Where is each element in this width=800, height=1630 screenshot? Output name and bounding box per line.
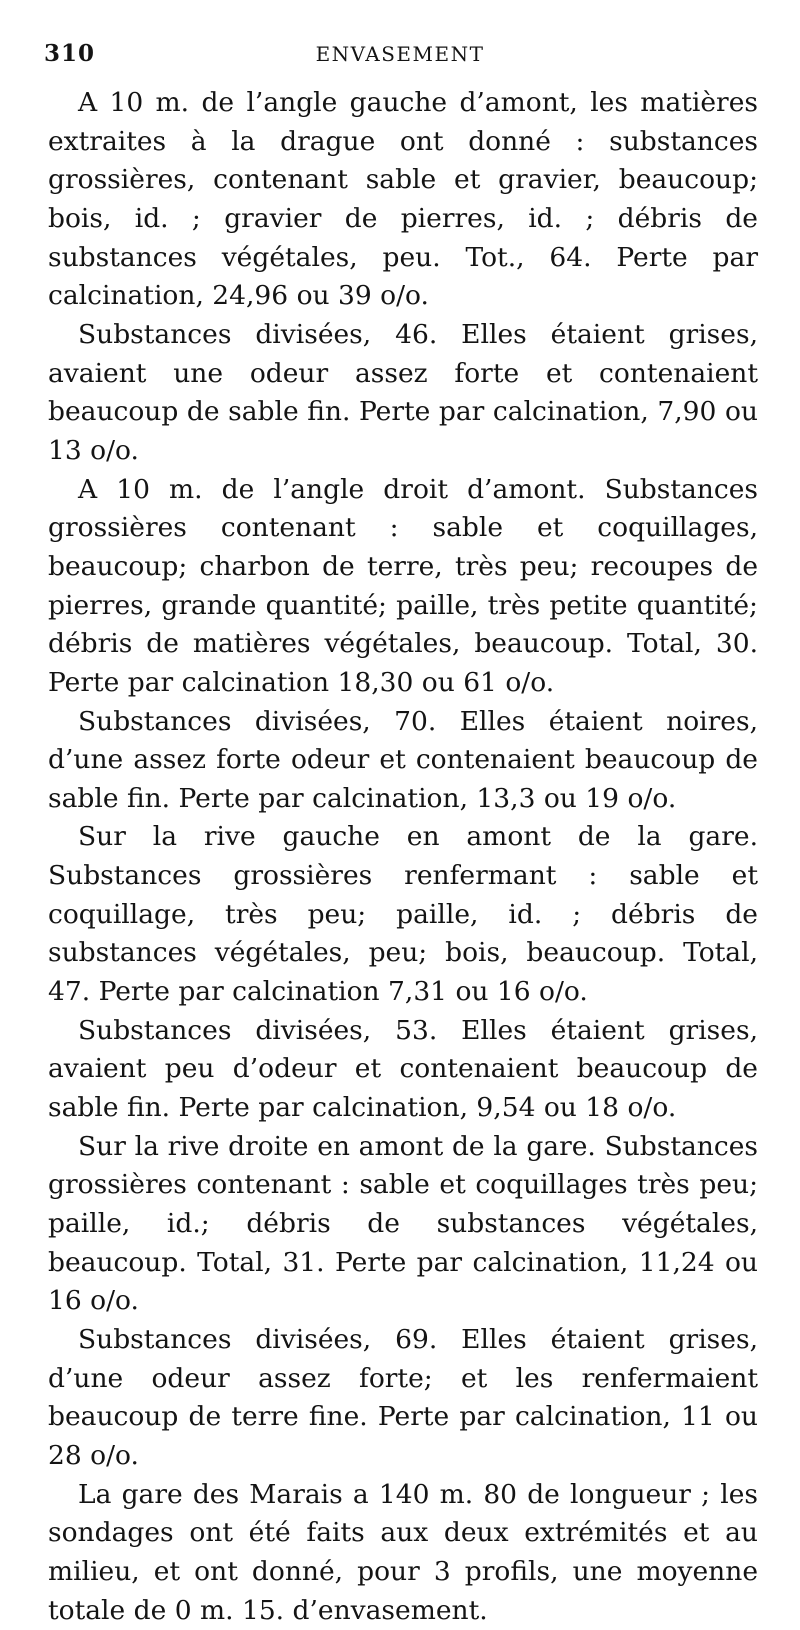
page-number: 310 <box>44 40 96 67</box>
paragraph-6: Substances divisées, 53. Elles étaient grises, avaient peu d’odeur et contenaient beaucoup de sable fin. Perte par calcination, 9,54 ou 18 o/o. <box>48 1014 758 1124</box>
paragraph-2: Substances divisées, 46. Elles étaient grises, avaient une odeur assez forte et contenaient beaucoup de sable fin. Perte par calcination, 7,90 ou 13 o/o. <box>48 318 758 466</box>
running-head <box>44 40 756 76</box>
paragraph-1: A 10 m. de l’angle gauche d’amont, les matières extraites à la drague ont donné : substances grossières, contenant sable et gravier, beaucoup; bois, id. ; gravier de pierres, id. ; débris de substances végétales, peu. Tot., 64. Perte par calcination, 24,96 ou 39 o/o. <box>48 87 758 312</box>
paragraph-9: La gare des Marais a 140 m. 80 de longueur ; les sondages ont été faits aux deux extrémités et au milieu, et ont donné, pour 3 profils, une moyenne totale de 0 m. 15. d’envasement. <box>48 1478 758 1626</box>
paragraph-4: Substances divisées, 70. Elles étaient noires, d’une assez forte odeur et contenaient beaucoup de sable fin. Perte par calcination, 13,3 ou 19 o/o. <box>48 705 758 814</box>
paragraph-5: Sur la rive gauche en amont de la gare. Substances grossières renfermant : sable et coquillage, très peu; paille, id. ; débris de substances végétales, peu; bois, beaucoup. Total, 47. Perte par calcination 7,31 ou 16 o/o. <box>48 821 758 1008</box>
paragraph-7: Sur la rive droite en amont de la gare. Substances grossières contenant : sable et coquillages très peu; paille, id.; débris de substances végétales, beaucoup. Total, 31. Perte par calcination, 11,24 ou 16 o/o. <box>48 1130 758 1317</box>
running-title: ENVASEMENT <box>315 42 485 66</box>
paragraph-8: Substances divisées, 69. Elles étaient grises, d’une odeur assez forte; et les renfermaient beaucoup de terre fine. Perte par calcination, 11 ou 28 o/o. <box>48 1324 758 1471</box>
body-text <box>48 84 758 1630</box>
paragraph-3: A 10 m. de l’angle droit d’amont. Substances grossières contenant : sable et coquillages, beaucoup; charbon de terre, très peu; recoupes de pierres, grande quantité; paille, très petite quantité; débris de matières végétales, beaucoup. Total, 30. Perte par calcination 18,30 ou 61 o/o. <box>48 473 758 698</box>
